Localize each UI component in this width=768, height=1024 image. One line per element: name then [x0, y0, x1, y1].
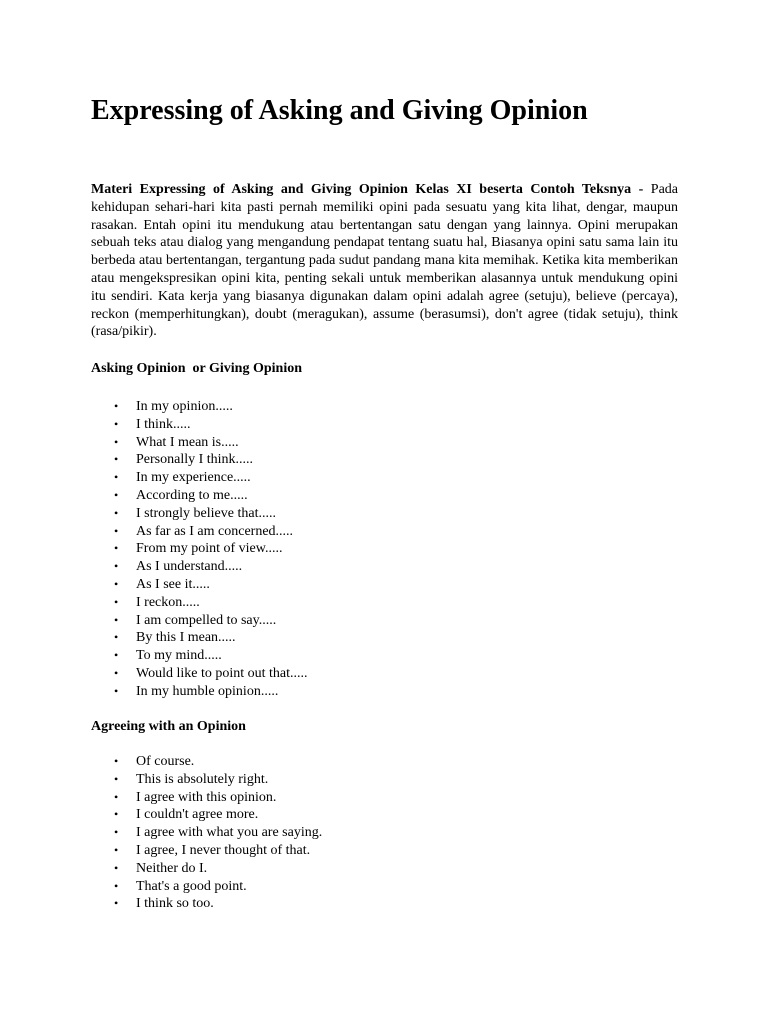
bullet-icon: •: [114, 416, 119, 431]
bullet-icon: •: [114, 434, 119, 449]
bullet-icon: •: [114, 505, 119, 520]
bullet-icon: •: [114, 842, 119, 857]
list-item-text: I am compelled to say.....: [136, 612, 277, 628]
list-item-text: I think.....: [136, 416, 191, 432]
list-item: [91, 789, 322, 807]
section-heading-agreeing: Agreeing with an Opinion: [91, 719, 246, 734]
agreeing-opinion-list: [91, 753, 322, 913]
list-item-text: I agree with what you are saying.: [136, 825, 323, 841]
list-item-text: I agree, I never thought of that.: [136, 842, 311, 858]
list-item-text: What I mean is.....: [136, 434, 239, 450]
list-item: [91, 647, 308, 665]
list-item-text: As I understand.....: [136, 559, 243, 575]
bullet-icon: •: [114, 665, 119, 680]
list-item: [91, 612, 308, 630]
bullet-icon: •: [114, 594, 119, 609]
bullet-icon: •: [114, 683, 119, 698]
intro-paragraph: [91, 181, 678, 341]
bullet-icon: •: [114, 559, 119, 574]
bullet-icon: •: [114, 612, 119, 627]
bullet-icon: •: [114, 807, 119, 822]
bullet-icon: •: [114, 825, 119, 840]
list-item-text: This is absolutely right.: [136, 771, 269, 787]
list-item-text: Of course.: [136, 754, 195, 769]
page-title: Expressing of Asking and Giving Opinion: [91, 95, 588, 126]
list-item: [91, 842, 322, 860]
bullet-icon: •: [114, 878, 119, 893]
bullet-icon: •: [114, 789, 119, 804]
list-item: [91, 771, 322, 789]
list-item-text: I strongly believe that.....: [136, 505, 276, 521]
list-item-text: In my humble opinion.....: [136, 683, 279, 699]
bullet-icon: •: [114, 452, 119, 467]
bullet-icon: •: [114, 860, 119, 875]
intro-lead: Materi Expressing of Asking and Giving Opinion Kelas XI beserta Contoh Teksnya -: [91, 182, 644, 197]
bullet-icon: •: [114, 487, 119, 502]
intro-body: Pada kehidupan sehari-hari kita pasti pernah memiliki opini pada sesuatu yang kita lihat, dengar, maupun rasakan. Entah opini itu mendukung atau bertentangan satu dengan yang lainnya. Opini merupakan sebuah teks atau dialog yang mengandung pendapat tentang suatu hal, Biasanya opini satu sama lain itu berbeda atau bertentangan, tergantung pada sudut pandang mana kita memihak. Ketika kita memberikan atau mengekspresikan opini kita, penting sekali untuk memberikan alasannya untuk mendukung opini itu sendiri. Kata kerja yang biasanya digunakan dalam opini adalah agree (setuju), believe (percaya), reckon (memperhitungkan), doubt (meragukan), assume (berasumsi), don't agree (tidak setuju), think (rasa/pikir).: [91, 182, 679, 340]
list-item: [91, 753, 322, 771]
bullet-icon: •: [114, 576, 119, 591]
list-item-text: I reckon.....: [136, 594, 200, 610]
list-item: [91, 469, 308, 487]
list-item-text: According to me.....: [136, 487, 248, 503]
list-item: [91, 683, 308, 701]
list-item-text: By this I mean.....: [136, 630, 236, 646]
list-item: [91, 665, 308, 683]
bullet-icon: •: [114, 523, 119, 538]
list-item-text: I couldn't agree more.: [136, 807, 259, 823]
list-item: [91, 806, 322, 824]
list-item-text: From my point of view.....: [136, 541, 283, 557]
list-item: [91, 576, 308, 594]
list-item: [91, 416, 308, 434]
list-item-text: Personally I think.....: [136, 452, 254, 468]
list-item: [91, 505, 308, 523]
list-item: [91, 398, 308, 416]
list-item: [91, 558, 308, 576]
list-item: [91, 895, 322, 913]
list-item: [91, 540, 308, 558]
bullet-icon: •: [114, 470, 119, 485]
bullet-icon: •: [114, 541, 119, 556]
list-item: [91, 594, 308, 612]
list-item-text: As far as I am concerned.....: [136, 523, 294, 539]
bullet-icon: •: [114, 896, 119, 911]
list-item-text: In my experience.....: [136, 470, 251, 486]
list-item-text: Would like to point out that.....: [136, 665, 308, 681]
list-item-text: Neither do I.: [136, 860, 208, 876]
list-item-text: To my mind.....: [136, 648, 222, 664]
list-item: [91, 487, 308, 505]
list-item-text: I agree with this opinion.: [136, 789, 277, 805]
section-heading-asking-opinion: Asking Opinion or Giving Opinion: [91, 361, 302, 376]
bullet-icon: •: [114, 754, 119, 768]
bullet-icon: •: [114, 399, 119, 413]
asking-opinion-list: [91, 398, 308, 701]
list-item-text: I think so too.: [136, 896, 214, 912]
list-item-text: In my opinion.....: [136, 399, 233, 414]
bullet-icon: •: [114, 648, 119, 663]
list-item: [91, 629, 308, 647]
list-item: [91, 523, 308, 541]
list-item: [91, 860, 322, 878]
list-item-text: That's a good point.: [136, 878, 247, 894]
bullet-icon: •: [114, 630, 119, 645]
list-item: [91, 451, 308, 469]
list-item: [91, 824, 322, 842]
list-item: [91, 434, 308, 452]
list-item: [91, 878, 322, 896]
list-item-text: As I see it.....: [136, 576, 210, 592]
bullet-icon: •: [114, 771, 119, 786]
